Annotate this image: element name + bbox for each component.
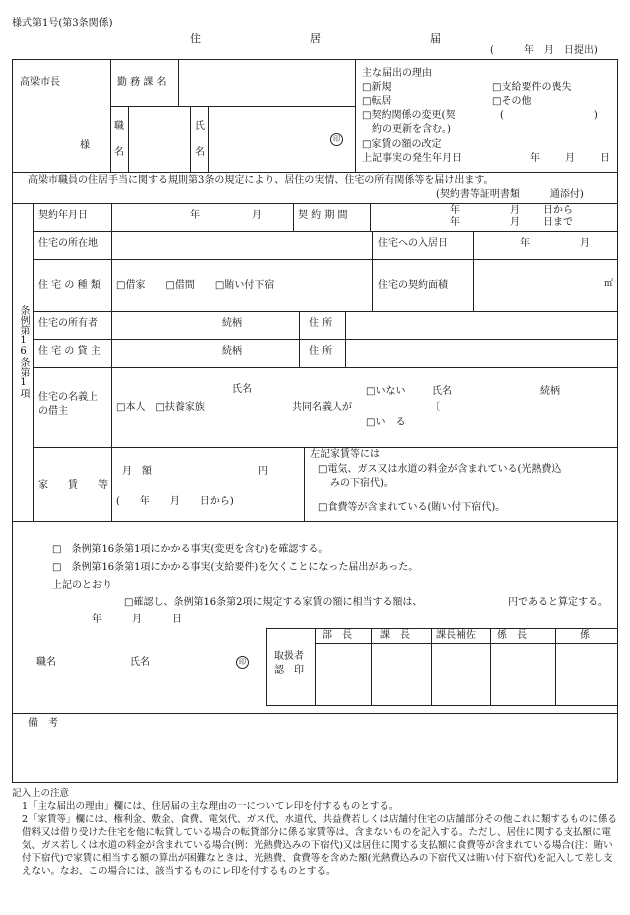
reason-other-checkbox[interactable]: □その他 bbox=[492, 96, 532, 107]
shoku-label-1: 職 bbox=[114, 121, 124, 132]
period-from-year: 年 bbox=[450, 205, 460, 216]
reason-new-checkbox[interactable]: □新規 bbox=[362, 82, 392, 93]
reason-move-checkbox[interactable]: □転居 bbox=[362, 96, 392, 107]
lender-relation: 続柄 bbox=[222, 346, 242, 357]
location-label: 住宅の所在地 bbox=[38, 238, 98, 249]
occurrence-month: 月 bbox=[565, 153, 575, 164]
rent-note-title: 左記家賃等には bbox=[310, 449, 380, 460]
confirm-date: 年 月 日 bbox=[92, 614, 182, 625]
period-to-year: 年 bbox=[450, 217, 460, 228]
owner-relation: 続柄 bbox=[222, 318, 242, 329]
handler-label-2: 認 印 bbox=[274, 665, 304, 676]
lender-label: 住 宅 の 貸 主 bbox=[38, 346, 101, 357]
kinmuka-field[interactable] bbox=[180, 60, 354, 105]
form-number: 様式第1号(第3条関係) bbox=[12, 18, 113, 29]
confirm-shimei: 氏名 bbox=[130, 657, 150, 668]
addressee-sama: 様 bbox=[80, 140, 90, 151]
confirm-line-1[interactable]: □ 条例第16条第1項にかかる事実(変更を含む)を確認する。 bbox=[52, 544, 329, 555]
addressee: 高梁市長 bbox=[20, 77, 60, 88]
co-relation: 続柄 bbox=[540, 386, 560, 397]
lender-address-label: 住 所 bbox=[309, 346, 333, 357]
location-field[interactable] bbox=[113, 233, 371, 257]
move-in-month: 月 bbox=[580, 238, 590, 249]
move-in-label: 住宅への入居日 bbox=[378, 238, 448, 249]
occurrence-year: 年 bbox=[530, 153, 540, 164]
nominal-name-label: 氏名 bbox=[232, 384, 252, 395]
reason-rent-checkbox[interactable]: □家賃の額の改定 bbox=[362, 139, 442, 150]
co-exist-checkbox[interactable]: □い る bbox=[366, 417, 406, 428]
remarks-field[interactable] bbox=[80, 716, 610, 778]
stamp-col-kakaricho: 係 長 bbox=[497, 630, 527, 641]
area-label: 住宅の契約面積 bbox=[378, 280, 448, 291]
seal-mark: 印 bbox=[330, 133, 343, 146]
self-family-options[interactable]: □本人 □扶養家族 bbox=[116, 402, 205, 413]
rent-note-utilities-sub: みの下宿代)。 bbox=[330, 478, 394, 489]
submit-date: ( 年 月 日提出) bbox=[490, 45, 598, 56]
co-none-checkbox[interactable]: □いない bbox=[366, 386, 406, 397]
kind-options[interactable]: □借家 □借間 □賄い付下宿 bbox=[116, 280, 275, 291]
period-from-month: 月 bbox=[510, 205, 520, 216]
occurrence-day: 日 bbox=[600, 153, 610, 164]
title-char-2: 居 bbox=[310, 32, 321, 45]
period-label: 契 約 期 間 bbox=[298, 210, 348, 221]
note-1: 1「主な届出の理由」欄には、住居届の主な理由の一についてレ印を付するものとする。 bbox=[22, 801, 399, 812]
stamp-col-bucho: 部 長 bbox=[322, 630, 352, 641]
side-label: 条例第16条第1項 bbox=[18, 305, 29, 398]
contract-date-label: 契約年月日 bbox=[38, 210, 88, 221]
remarks-label: 備 考 bbox=[28, 718, 58, 729]
confirm-line-3: 上記のとおり bbox=[52, 580, 112, 591]
reason-other-paren: ( ) bbox=[500, 110, 598, 121]
handler-label-1: 取扱者 bbox=[274, 651, 304, 662]
stamp-col-hosa: 課長補佐 bbox=[436, 630, 476, 641]
contract-date-year: 年 bbox=[190, 210, 200, 221]
co-bracket: 〔 bbox=[430, 402, 440, 413]
kinmuka-label: 勤 務 課 名 bbox=[117, 77, 167, 88]
shimei-label-2: 名 bbox=[195, 147, 205, 158]
statement-line-2: (契約書等証明書類 通添付) bbox=[436, 189, 584, 200]
rent-note-meal-checkbox[interactable]: □食費等が含まれている(賄い付下宿代)。 bbox=[318, 502, 506, 513]
monthly-yen: 円 bbox=[258, 466, 268, 477]
reason-loss-checkbox[interactable]: □支給要件の喪失 bbox=[492, 82, 572, 93]
co-name-label-2: 氏名 bbox=[432, 386, 452, 397]
shokumei-field[interactable] bbox=[130, 108, 189, 170]
kind-label: 住 宅 の 種 類 bbox=[38, 280, 101, 291]
notes-title: 記入上の注意 bbox=[12, 788, 70, 799]
rent-note-utilities-checkbox[interactable]: □電気、ガス又は水道の料金が含まれている(光熱費込 bbox=[318, 464, 562, 475]
area-unit: ㎡ bbox=[604, 279, 614, 289]
confirm-line-4b: 円であると算定する。 bbox=[508, 597, 608, 608]
note-2: 2「家賃等」欄には、権利金、敷金、食費、電気代、ガス代、水道代、共益費若しくは店舗付住宅の店舗部分その他これに類するものに係る借料又は借り受けた住宅を他に転貸している場合の転貸部分に係る家賃等は、含まないものを記入する。ただし、居住に関する支払額に電気、ガス若しくは水道の料金が含まれている場合(例：光熱費込みの下宿代)又は居住に関する支払額に食費等が含まれている場合(注：賄い付下宿代)で家賃に相当する額の算出が困難なときは、光熱費、食費等を含めた額(光熱費込みの下宿代又は賄い付下宿代)を記入して差し支えない。なお、この場合には、該当するものにレ印を付するものとする。 bbox=[22, 814, 618, 877]
shimei-label-1: 氏 bbox=[195, 121, 205, 132]
shoku-label-2: 名 bbox=[114, 147, 124, 158]
period-to-month: 月 bbox=[510, 217, 520, 228]
period-from: 日から bbox=[543, 205, 573, 216]
rent-from-date: ( 年 月 日から) bbox=[116, 496, 234, 507]
owner-address-label: 住 所 bbox=[309, 318, 333, 329]
move-in-year: 年 bbox=[520, 238, 530, 249]
owner-label: 住宅の所有者 bbox=[38, 318, 98, 329]
rent-label: 家 賃 等 bbox=[38, 480, 108, 491]
nominal-label-2: の借主 bbox=[38, 406, 68, 417]
shimei-field[interactable] bbox=[210, 108, 325, 170]
stamp-col-kacho: 課 長 bbox=[380, 630, 410, 641]
reason-contract-checkbox[interactable]: □契約関係の変更(契 bbox=[362, 110, 456, 121]
period-to: 日まで bbox=[543, 217, 573, 228]
monthly-label: 月 額 bbox=[122, 466, 152, 477]
confirm-line-2[interactable]: □ 条例第16条第1項にかかる事実(支給要件)を欠くことになった届出があった。 bbox=[52, 562, 419, 573]
title-char-1: 住 bbox=[190, 32, 201, 45]
reason-title: 主な届出の理由 bbox=[362, 68, 432, 79]
confirm-line-4[interactable]: □確認し、条例第16条第2項に規定する家賃の額に相当する額は、 bbox=[124, 597, 423, 608]
occurrence-label: 上記事実の発生年月日 bbox=[362, 153, 462, 164]
nominal-label-1: 住宅の名義上 bbox=[38, 392, 98, 403]
contract-date-month: 月 bbox=[252, 210, 262, 221]
statement-line-1: 高梁市職員の住居手当に関する規則第3条の規定により、居住の実情、住宅の所有関係等を届け出ます。 bbox=[28, 175, 494, 186]
stamp-col-kakari: 係 bbox=[580, 630, 590, 641]
confirm-shokumei: 職名 bbox=[36, 657, 56, 668]
confirm-seal: 印 bbox=[236, 656, 249, 669]
reason-contract-sub: 約の更新を含む。) bbox=[372, 124, 451, 135]
co-name-label: 共同名義人が bbox=[292, 402, 352, 413]
title-char-3: 届 bbox=[430, 32, 441, 45]
